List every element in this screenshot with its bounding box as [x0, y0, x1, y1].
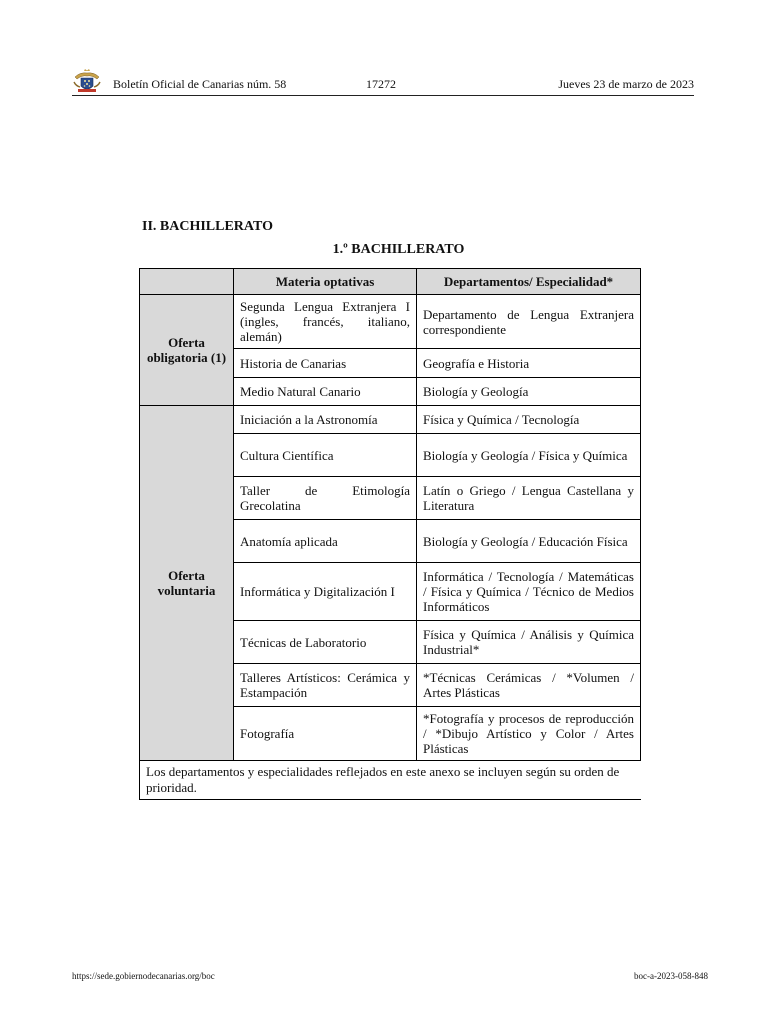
table-header-departamentos: Departamentos/ Especialidad* — [417, 269, 641, 295]
materia-cell: Anatomía aplicada — [234, 520, 417, 563]
departamento-cell: Departamento de Lengua Extranjera correspondiente — [417, 295, 641, 349]
publication-name: Boletín Oficial de Canarias núm. 58 — [113, 77, 287, 91]
page-number: 17272 — [366, 77, 396, 91]
departamento-cell: Biología y Geología / Educación Física — [417, 520, 641, 563]
departamento-cell: Geografía e Historia — [417, 349, 641, 378]
departamento-cell: Biología y Geología — [417, 378, 641, 406]
materia-cell: Técnicas de Laboratorio — [234, 621, 417, 664]
subsection-title: 1.º BACHILLERATO — [332, 242, 465, 257]
materia-cell: Medio Natural Canario — [234, 378, 417, 406]
table-note: Los departamentos y especialidades reflejados en este anexo se incluyen según su orden de prioridad. — [140, 761, 641, 800]
table-note-row — [140, 761, 641, 800]
table-header-empty — [140, 269, 234, 295]
section-title: II. BACHILLERATO — [142, 219, 273, 234]
table-header-row — [140, 269, 641, 295]
departamento-cell: Biología y Geología / Física y Química — [417, 434, 641, 477]
materia-cell: Segunda Lengua Extranjera I (ingles, francés, italiano, alemán) — [234, 295, 417, 349]
table-header-materia: Materia optativas — [234, 269, 417, 295]
footer-document-id: boc-a-2023-058-848 — [634, 971, 708, 981]
materia-cell: Fotografía — [234, 707, 417, 761]
departamento-cell: Física y Química / Análisis y Química Industrial* — [417, 621, 641, 664]
departamento-cell: *Técnicas Cerámicas / *Volumen / Artes Plásticas — [417, 664, 641, 707]
group-label-obligatoria: Oferta obligatoria (1) — [140, 295, 234, 406]
footer-url: https://sede.gobiernodecanarias.org/boc — [72, 971, 215, 981]
materia-cell: Historia de Canarias — [234, 349, 417, 378]
coat-of-arms-logo — [72, 68, 102, 94]
departamento-cell: Latín o Griego / Lengua Castellana y Literatura — [417, 477, 641, 520]
table-row — [140, 295, 641, 349]
departamento-cell: *Fotografía y procesos de reproducción / *Dibujo Artístico y Color / Artes Plásticas — [417, 707, 641, 761]
materia-cell: Iniciación a la Astronomía — [234, 406, 417, 434]
departamento-cell: Informática / Tecnología / Matemáticas / Física y Química / Técnico de Medios Informáticos — [417, 563, 641, 621]
publication-date: Jueves 23 de marzo de 2023 — [558, 77, 694, 91]
materia-cell: Talleres Artísticos: Cerámica y Estampación — [234, 664, 417, 707]
materia-cell: Cultura Científica — [234, 434, 417, 477]
departamento-cell: Física y Química / Tecnología — [417, 406, 641, 434]
materia-cell: Taller de Etimología Grecolatina — [234, 477, 417, 520]
group-label-voluntaria: Oferta voluntaria — [140, 406, 234, 761]
table-row — [140, 406, 641, 434]
optional-subjects-table — [139, 268, 641, 800]
page-header — [72, 68, 694, 96]
materia-cell: Informática y Digitalización I — [234, 563, 417, 621]
